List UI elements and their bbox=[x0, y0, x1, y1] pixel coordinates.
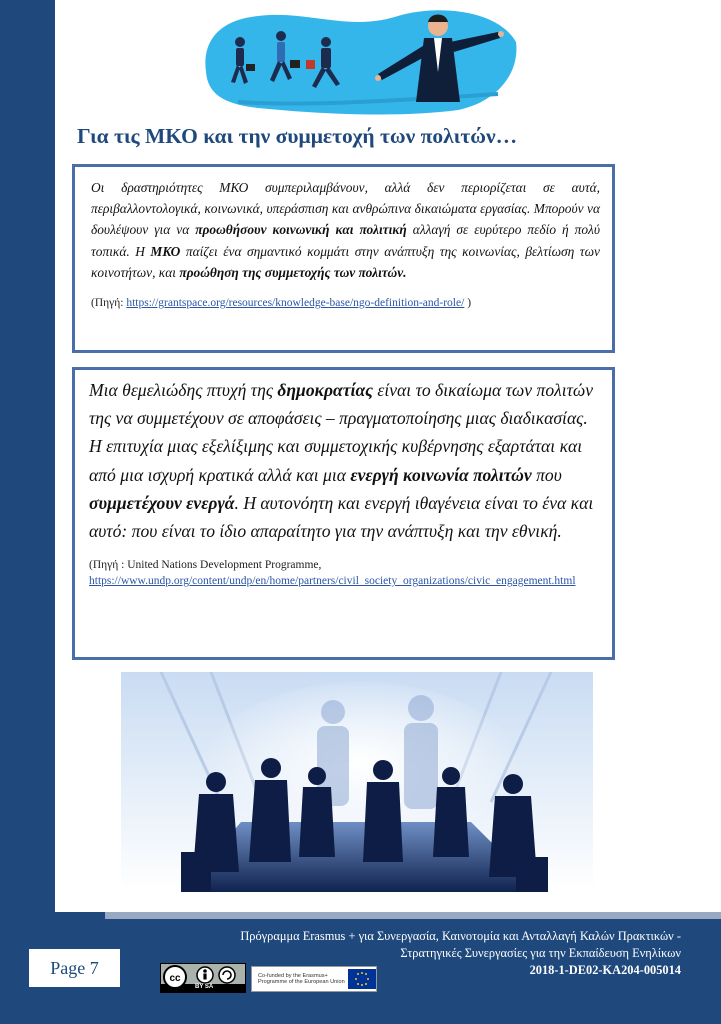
footer-line-2: Στρατηγικές Συνεργασίες για την Εκπαίδευση Ενηλίκων bbox=[400, 946, 681, 960]
democracy-paragraph: Μια θεμελιώδης πτυχή της δημοκρατίας είναι το δικαίωμα των πολιτών της να συμμετέχουν σε αποφάσεις – πραγματοποίησης μιας διαδικασίας. Η επιτυχία μιας εξελίξιμης και συμμετοχικής κυβέρνησης εξαρτάται και από μια ισχυρή κρατικά αλλά και μια ενεργή κοινωνία πολιτών που συμμετέχουν ενεργά. Η αυτονόητη και ενεργή ιθαγένεια είναι το ένα και αυτό: που είναι το ίδιο απαραίτητο για την ανάπτυξη και την εθνική. bbox=[89, 380, 594, 542]
footer-strip bbox=[105, 912, 721, 919]
cc-by-sa-badge bbox=[160, 963, 246, 993]
left-sidebar-bar bbox=[0, 0, 55, 1024]
ngo-source: (Πηγή: https://grantspace.org/resources/knowledge-base/ngo-definition-and-role/ ) bbox=[91, 297, 472, 310]
project-code: 2018-1-DE02-KA204-005014 bbox=[529, 963, 681, 977]
erasmus-eu-badge bbox=[251, 966, 377, 992]
page-number: Page 7 bbox=[27, 947, 122, 989]
business-meeting-photo bbox=[121, 672, 593, 892]
ngo-paragraph: Οι δραστηριότητες ΜΚΟ συμπεριλαμβάνουν, αλλά δεν περιορίζεται σε αυτά, περιβαλλοντολογικά, κοινωνικά, υπεράσπιση και ανθρώπινα δικαιώματα εργασίας. Μπορούν να δουλέψουν για να προωθήσουν κοινωνική και πολιτική αλλαγή σε ευρύτερο πεδίο ή πολύ τοπικά. Η ΜΚΟ παίζει ένα σημαντικό κομμάτι στην ανάπτυξη της κοινωνίας, βελτίωση των κοινοτήτων, και προώθηση της συμμετοχής των πολιτών. bbox=[91, 180, 600, 280]
democracy-info-box bbox=[72, 367, 615, 660]
grantspace-link[interactable]: https://grantspace.org/resources/knowledge-base/ngo-definition-and-role/ bbox=[126, 297, 465, 310]
democracy-source: (Πηγή : United Nations Development Programme, https://www.undp.org/content/undp/en/home/partners/civil_society_organizations/civic_engagement.html bbox=[89, 559, 576, 588]
business-race-illustration bbox=[198, 2, 520, 116]
eu-cofunded-text: Co-funded by the Erasmus+ Programme of the European Union bbox=[258, 972, 345, 985]
eu-flag-icon bbox=[348, 969, 376, 989]
page-title: Για τις ΜΚΟ και την συμμετοχή των πολιτών… bbox=[77, 124, 518, 148]
cc-label: BY SA bbox=[195, 984, 214, 990]
ngo-info-box bbox=[72, 164, 615, 353]
footer-line-1: Πρόγραμμα Erasmus + για Συνεργασία, Καινοτομία και Ανταλλαγή Καλών Πρακτικών - bbox=[240, 929, 681, 943]
undp-link[interactable]: https://www.undp.org/content/undp/en/home/partners/civil_society_organizations/civic_engagement.html bbox=[89, 575, 576, 588]
svg-text:cc: cc bbox=[169, 973, 181, 984]
